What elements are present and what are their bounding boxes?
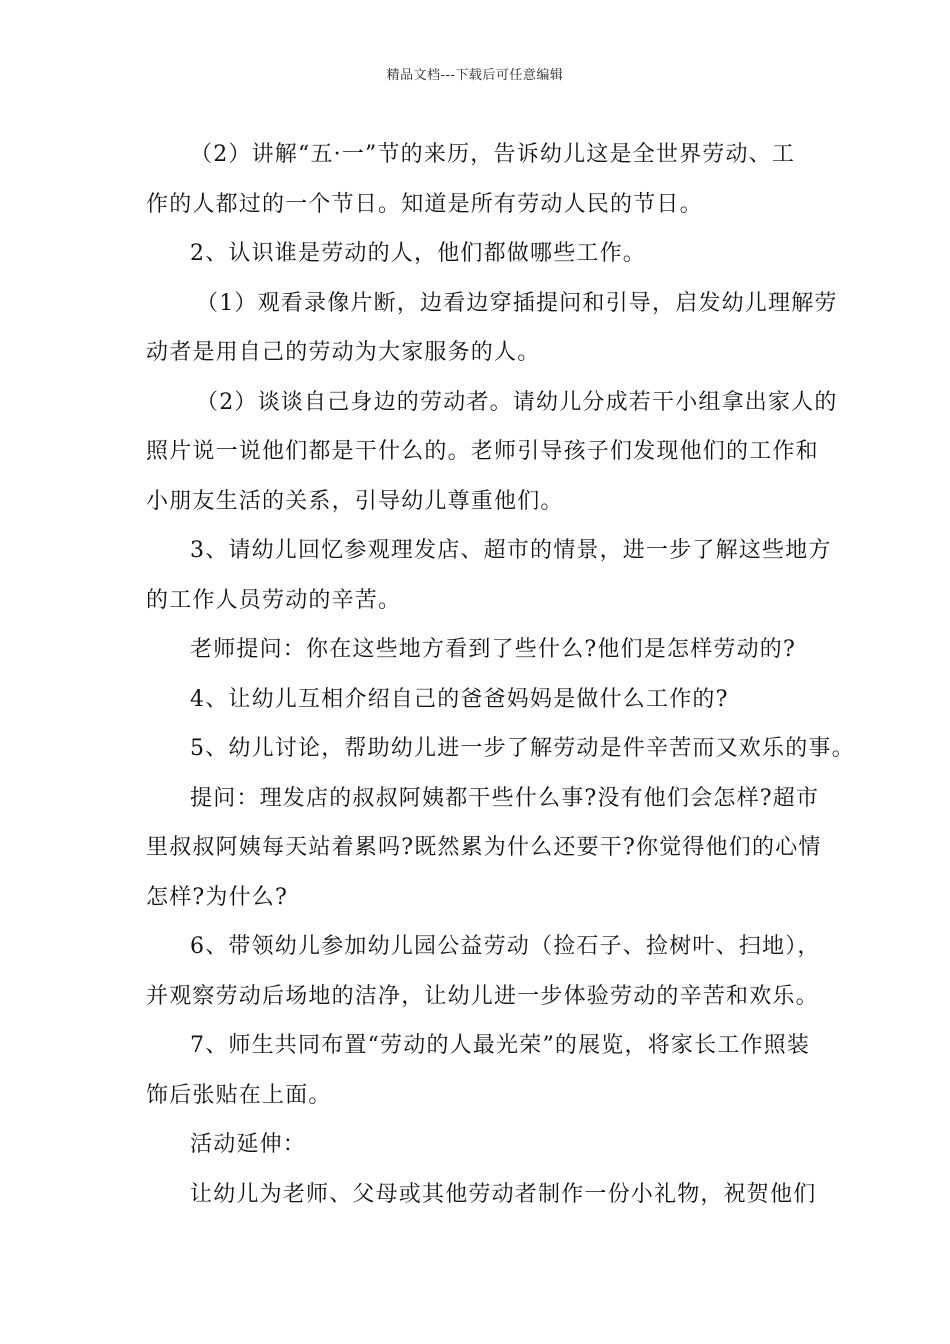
paragraph-line: 小朋友生活的关系，引导幼儿尊重他们。 — [146, 488, 564, 514]
paragraph-line: 的工作人员劳动的辛苦。 — [146, 587, 402, 613]
paragraph-line: （1）观看录像片断，边看边穿插提问和引导，启发幼儿理解劳 — [196, 290, 838, 316]
paragraph-line: 3、请幼儿回忆参观理发店、超市的情景，进一步了解这些地方 — [190, 538, 832, 563]
paragraph-line: 4、让幼儿互相介绍自己的爸爸妈妈是做什么工作的? — [190, 686, 729, 712]
paragraph-line: 饰后张贴在上面。 — [146, 1082, 332, 1108]
paragraph-line: 提问：理发店的叔叔阿姨都干些什么事?没有他们会怎样?超市 — [190, 785, 820, 811]
paragraph-line: 2、认识谁是劳动的人，他们都做哪些工作。 — [190, 241, 646, 266]
document-body — [146, 130, 855, 1219]
paragraph-line: 让幼儿为老师、父母或其他劳动者制作一份小礼物，祝贺他们 — [190, 1181, 817, 1207]
paragraph-line: 作的人都过的一个节日。知道是所有劳动人民的节日。 — [146, 191, 703, 217]
paragraph-line: 活动延伸： — [190, 1132, 307, 1157]
page-header: 精品文档---下载后可任意编辑 — [386, 68, 564, 83]
paragraph-line: （2）讲解“五·一”节的来历，告诉幼儿这是全世界劳动、工 — [190, 142, 796, 167]
paragraph-line: 老师提问：你在这些地方看到了些什么?他们是怎样劳动的? — [190, 637, 796, 662]
paragraph-line: 7、师生共同布置“劳动的人最光荣”的展览，将家长工作照装 — [190, 1033, 811, 1058]
paragraph-line: 里叔叔阿姨每天站着累吗?既然累为什么还要干?你觉得他们的心情 — [146, 835, 822, 860]
paragraph-line: （2）谈谈自己身边的劳动者。请幼儿分成若干小组拿出家人的 — [196, 389, 838, 415]
paragraph-line: 动者是用自己的劳动为大家服务的人。 — [146, 340, 541, 365]
paragraph-line: 5、幼儿讨论，帮助幼儿进一步了解劳动是件辛苦而又欢乐的事。 — [190, 736, 855, 761]
paragraph-line: 并观察劳动后场地的洁净，让幼儿进一步体验劳动的辛苦和欢乐。 — [146, 983, 819, 1009]
paragraph-line: 6、带领幼儿参加幼儿园公益劳动（捡石子、捡树叶、扫地）， — [190, 934, 821, 959]
paragraph-line: 照片说一说他们都是干什么的。老师引导孩子们发现他们的工作和 — [146, 439, 819, 464]
paragraph-line: 怎样?为什么? — [146, 884, 288, 910]
